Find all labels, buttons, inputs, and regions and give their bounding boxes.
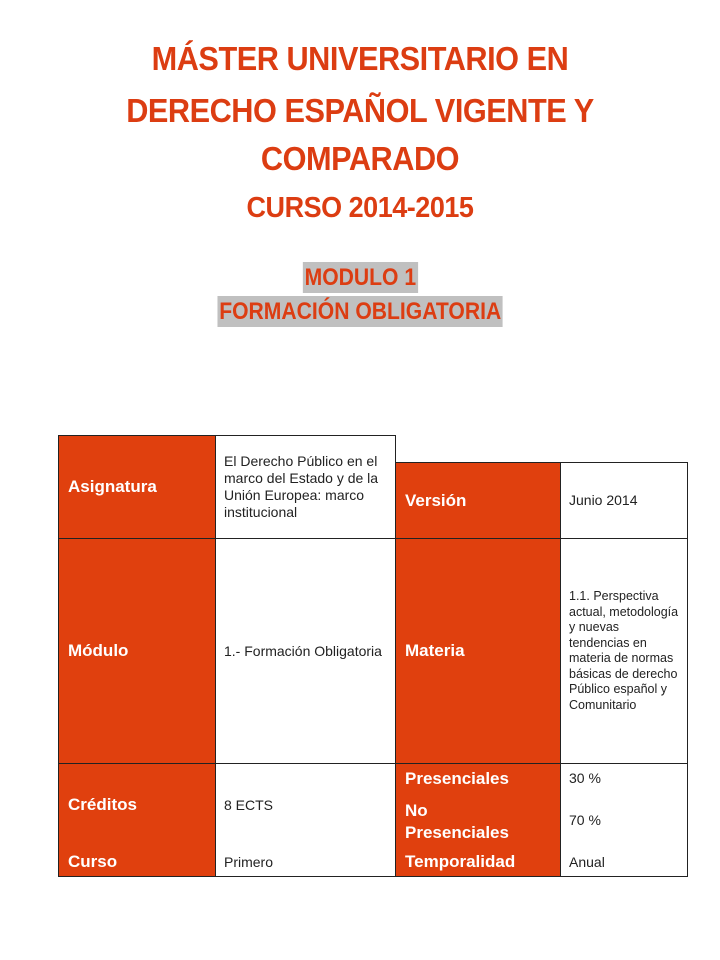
module-number: MODULO 1 — [304, 264, 416, 291]
title-line-1: MÁSTER UNIVERSITARIO EN — [151, 40, 569, 77]
curso-label: Curso — [68, 852, 118, 871]
module-subheading — [0, 296, 720, 327]
no-presenciales-label: No Presenciales — [405, 801, 509, 842]
presenciales-value: 30 % — [569, 770, 601, 786]
materia-label: Materia — [395, 538, 561, 764]
title-line-3: COMPARADO — [260, 140, 460, 177]
modulo-label: Módulo — [58, 538, 216, 764]
version-label: Versión — [395, 462, 561, 539]
creditos-label: Créditos — [68, 795, 137, 814]
modalidad-label-cell — [395, 763, 561, 877]
temporalidad-label: Temporalidad — [405, 852, 516, 871]
materia-value: 1.1. Perspectiva actual, metodología y nuevas tendencias en materia de normas básicas de derecho Público español y Comunitario — [560, 538, 688, 764]
no-presenciales-value: 70 % — [569, 812, 601, 828]
title-line-2: DERECHO ESPAÑOL VIGENTE Y — [126, 92, 594, 129]
presenciales-label: Presenciales — [405, 769, 509, 788]
modalidad-value-cell — [560, 763, 688, 877]
course-year: CURSO 2014-2015 — [246, 192, 474, 224]
version-value: Junio 2014 — [560, 462, 688, 539]
asignatura-value: El Derecho Público en el marco del Estado y de la Unión Europea: marco institucional — [215, 435, 396, 539]
creditos-curso-value-cell — [215, 763, 396, 877]
creditos-curso-label-cell — [58, 763, 216, 877]
temporalidad-value: Anual — [569, 854, 605, 870]
asignatura-label: Asignatura — [58, 435, 216, 539]
curso-value: Primero — [224, 854, 274, 870]
module-name: FORMACIÓN OBLIGATORIA — [219, 298, 501, 325]
module-heading — [0, 262, 720, 293]
modulo-value: 1.- Formación Obligatoria — [215, 538, 396, 764]
creditos-value: 8 ECTS — [224, 797, 274, 813]
